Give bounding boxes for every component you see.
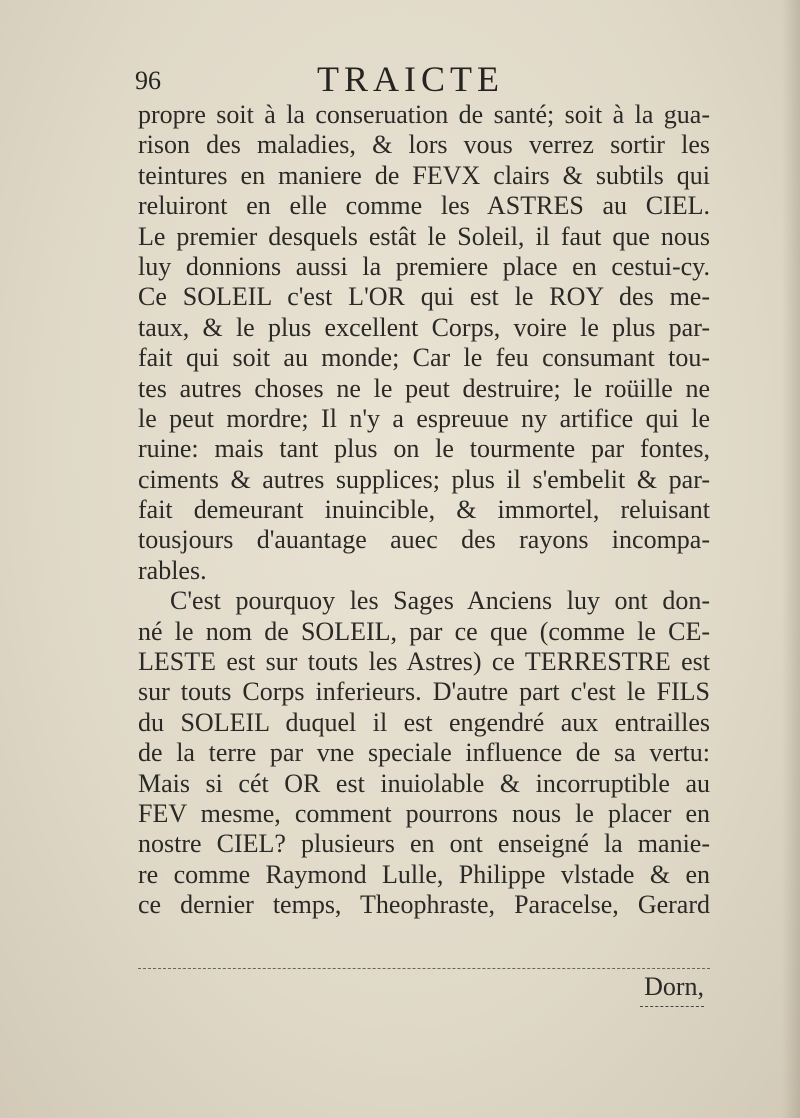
- text-line: reluiront en elle comme les ASTRES au CIEL.: [138, 191, 710, 221]
- running-head-title: TRAICTE: [317, 59, 504, 99]
- text-line: fait demeurant inuincible, & immortel, reluisant: [138, 495, 710, 525]
- catchword-underline: [640, 1006, 704, 1007]
- catchword: Dorn,: [644, 972, 704, 1001]
- text-line: re comme Raymond Lulle, Philippe vlstade & en: [138, 859, 710, 889]
- text-line: de la terre par vne speciale influence de sa vertu:: [138, 738, 710, 768]
- running-head: [135, 58, 715, 98]
- text-line: sur touts Corps inferieurs. D'autre part c'est le FILS: [138, 677, 710, 707]
- bottom-rule: [138, 968, 710, 969]
- body-text: [138, 100, 710, 921]
- text-line: rison des maladies, & lors vous verrez sortir les: [138, 130, 710, 160]
- text-line: le peut mordre; Il n'y a espreuue ny artifice qui le: [138, 403, 710, 433]
- text-line: Le premier desquels estât le Soleil, il faut que nous: [138, 221, 710, 251]
- text-line: ciments & autres supplices; plus il s'embelit & par-: [138, 464, 710, 494]
- text-line: luy donnions aussi la premiere place en cestui-cy.: [138, 251, 710, 281]
- text-line: rables.: [138, 555, 207, 585]
- text-line: du SOLEIL duquel il est engendré aux entrailles: [138, 707, 710, 737]
- text-line: tousjours d'auantage auec des rayons incompa-: [138, 525, 710, 555]
- text-line: tes autres choses ne le peut destruire; le roüille ne: [138, 373, 710, 403]
- text-line: né le nom de SOLEIL, par ce que (comme le CE-: [138, 616, 710, 646]
- text-line: FEV mesme, comment pourrons nous le placer en: [138, 798, 710, 828]
- text-line: ce dernier temps, Theophraste, Paracelse, Gerard: [138, 890, 710, 920]
- text-line: teintures en maniere de FEVX clairs & subtils qui: [138, 160, 710, 190]
- text-line: Mais si cét OR est inuiolable & incorruptible au: [138, 768, 710, 798]
- text-line: C'est pourquoy les Sages Anciens luy ont don-: [170, 586, 710, 616]
- text-line: propre soit à la conseruation de santé; soit à la gua-: [138, 100, 710, 129]
- page-number: 96: [135, 66, 161, 95]
- text-line: Ce SOLEIL c'est L'OR qui est le ROY des me-: [138, 282, 710, 312]
- text-line: LESTE est sur touts les Astres) ce TERRESTRE est: [138, 647, 710, 677]
- text-line: nostre CIEL? plusieurs en ont enseigné la manie-: [138, 829, 710, 859]
- text-line: fait qui soit au monde; Car le feu consumant tou-: [138, 343, 710, 373]
- text-line: taux, & le plus excellent Corps, voire le plus par-: [138, 312, 710, 342]
- text-line: ruine: mais tant plus on le tourmente par fontes,: [138, 434, 710, 464]
